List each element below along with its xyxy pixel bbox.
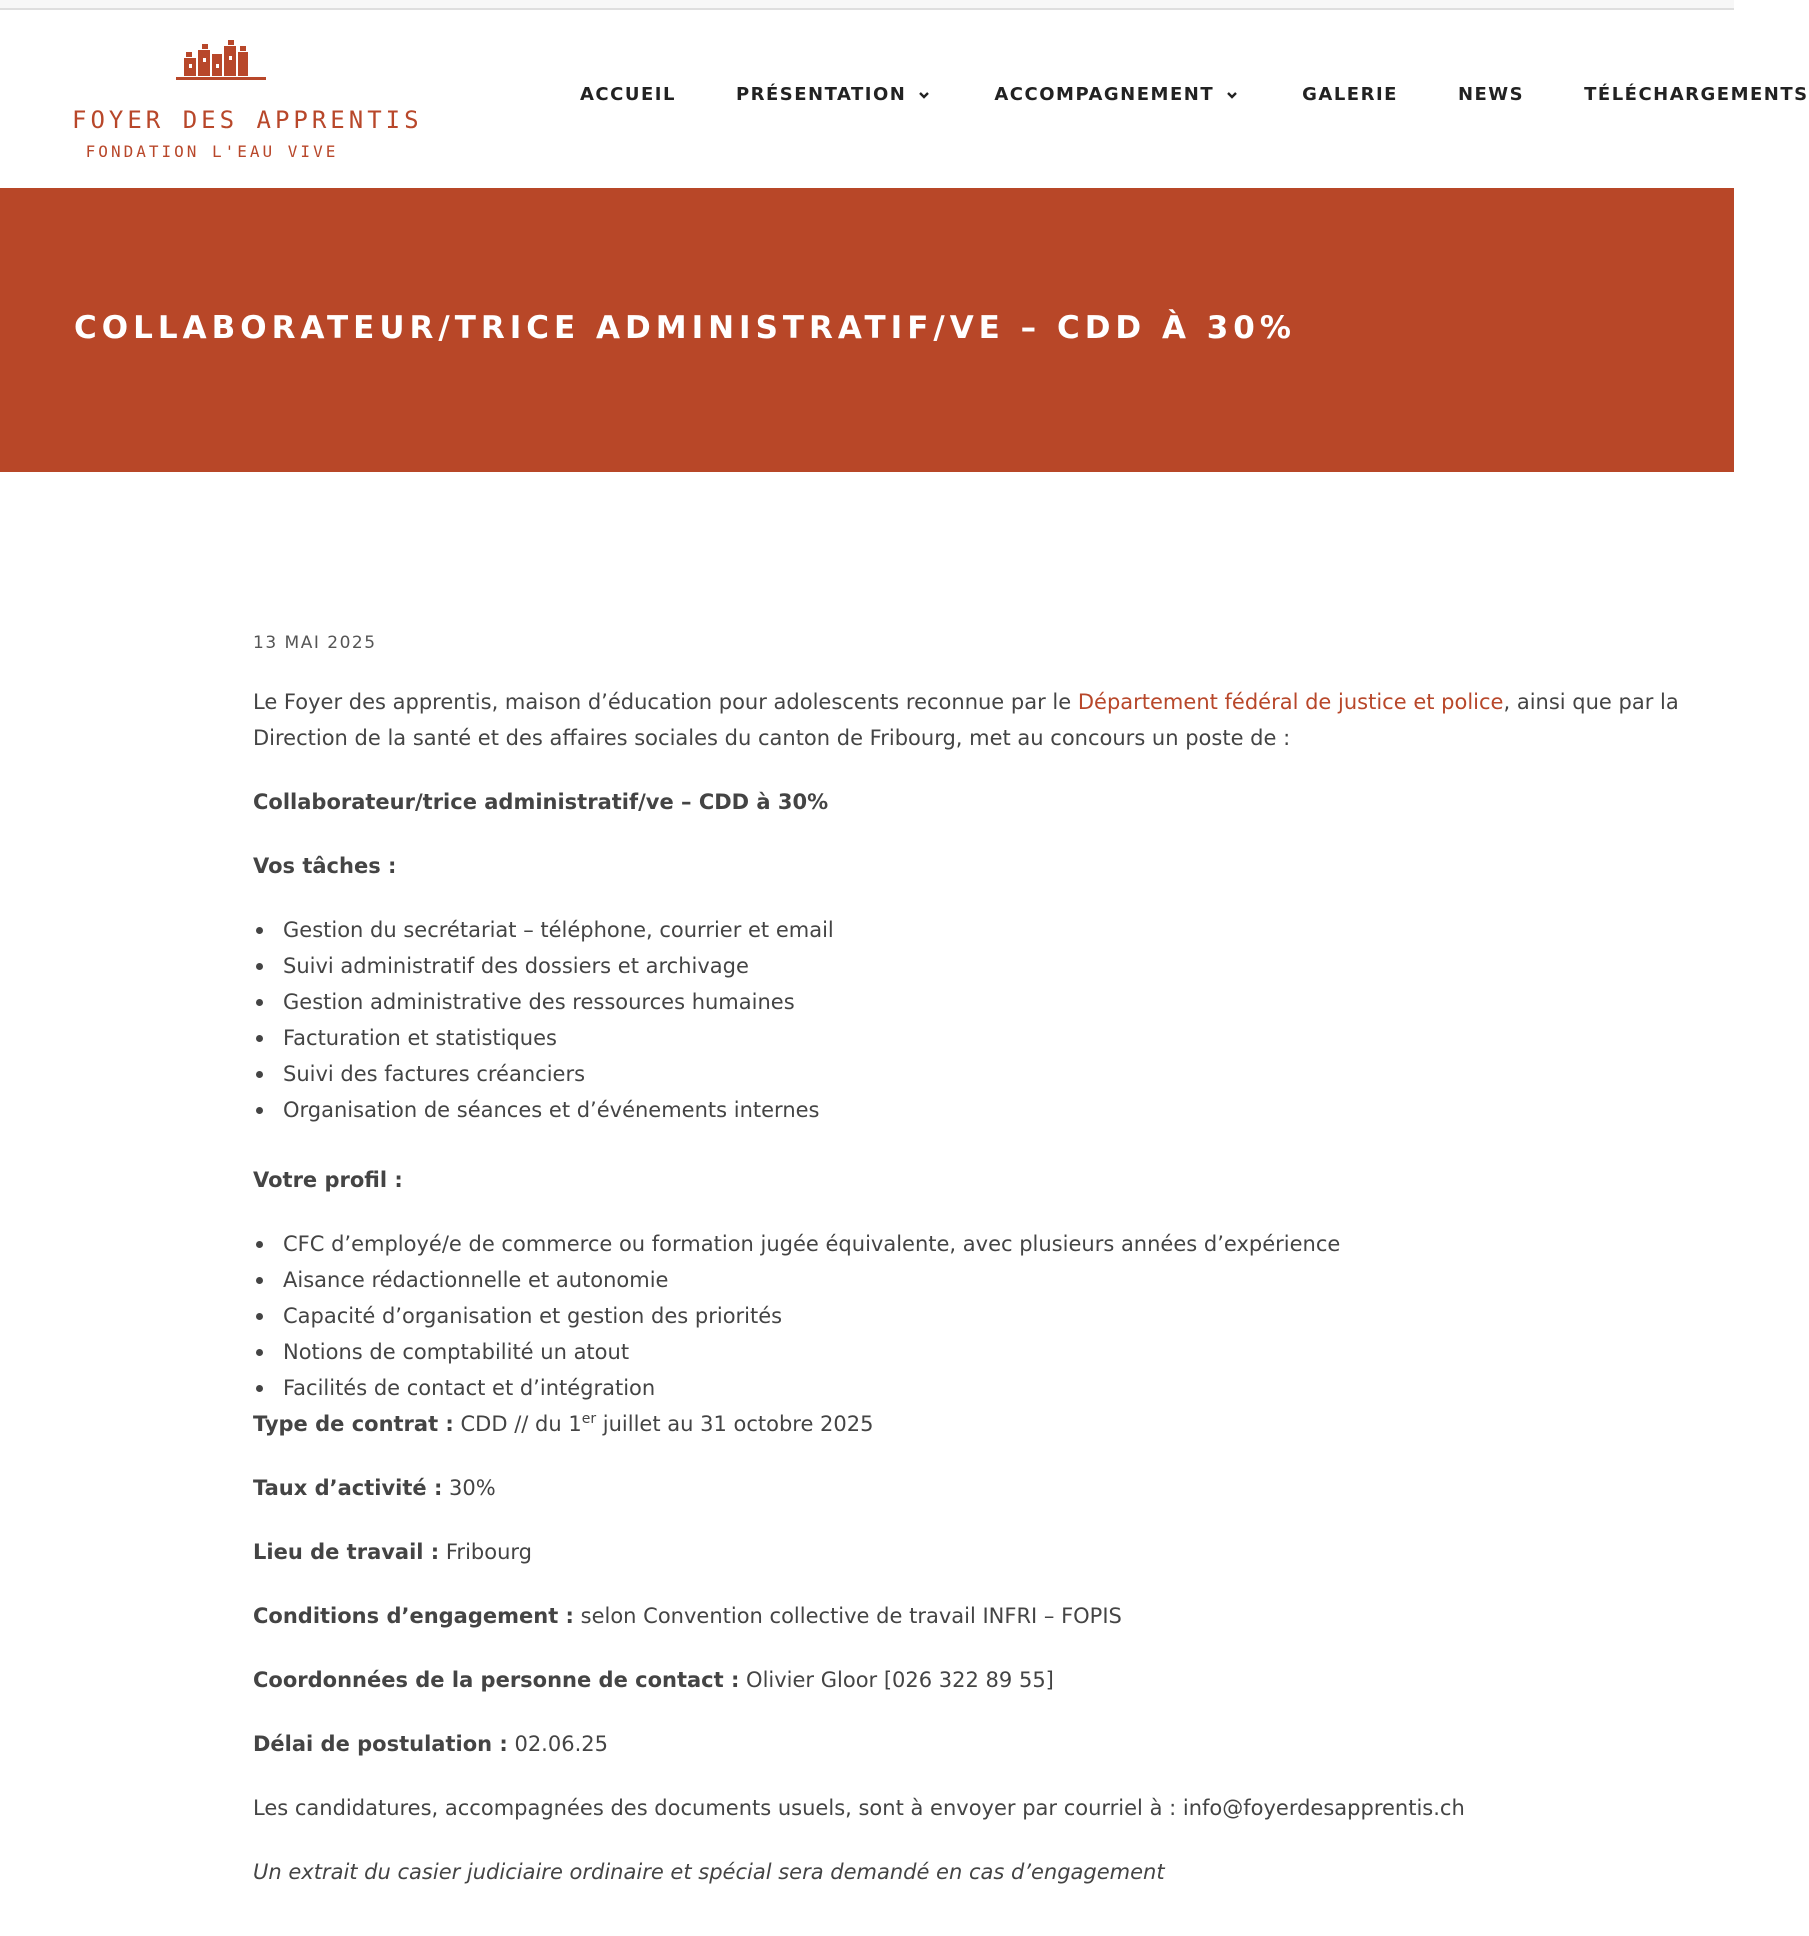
- browser-top-border: [0, 0, 1734, 10]
- list-item: Aisance rédactionnelle et autonomie: [253, 1262, 1693, 1298]
- castle-logo-icon: [72, 36, 352, 100]
- intro-text-before: Le Foyer des apprentis, maison d’éducation pour adolescents reconnue par le: [253, 690, 1078, 714]
- conditions-value: selon Convention collective de travail INFRI – FOPIS: [573, 1604, 1122, 1628]
- nav-label: TÉLÉCHARGEMENTS: [1584, 84, 1809, 105]
- list-item: Suivi administratif des dossiers et archivage: [253, 948, 1693, 984]
- chevron-down-icon: [1226, 89, 1238, 101]
- contract-paragraph: [253, 1406, 1693, 1442]
- nav-item-telechargements[interactable]: [1584, 84, 1809, 105]
- nav-label: GALERIE: [1302, 84, 1398, 105]
- contract-value-after: juillet au 31 octobre 2025: [596, 1412, 874, 1436]
- contact-value: Olivier Gloor [026 322 89 55]: [739, 1668, 1054, 1692]
- list-item: Organisation de séances et d’événements internes: [253, 1092, 1693, 1128]
- intro-text-after: , ainsi que par la Direction de la santé et des affaires sociales du canton de Fribourg, met au concours un poste de :: [253, 690, 1679, 750]
- nav-label: ACCUEIL: [580, 84, 676, 105]
- conditions-label: Conditions d’engagement :: [253, 1604, 574, 1628]
- contract-sup: er: [581, 1411, 597, 1427]
- profile-heading: Votre profil :: [253, 1168, 403, 1192]
- place-paragraph: [253, 1534, 1693, 1570]
- list-item: CFC d’employé/e de commerce ou formation jugée équivalente, avec plusieurs années d’expérience: [253, 1226, 1693, 1262]
- nav-item-galerie[interactable]: [1302, 84, 1398, 105]
- logo-title: FOYER DES APPRENTIS: [72, 106, 423, 134]
- nav-label: ACCOMPAGNEMENT: [994, 84, 1215, 105]
- rate-label: Taux d’activité :: [253, 1476, 443, 1500]
- profile-list: [253, 1226, 1693, 1406]
- main-navigation: [580, 84, 1809, 124]
- profile-heading-paragraph: [253, 1162, 1693, 1198]
- site-header: [0, 10, 1809, 188]
- job-title-paragraph: [253, 784, 1693, 820]
- contact-paragraph: [253, 1662, 1693, 1698]
- criminal-record-note: Un extrait du casier judiciaire ordinaire et spécial sera demandé en cas d’engagement: [253, 1860, 1165, 1884]
- post-content: [253, 630, 1693, 1890]
- list-item: Gestion administrative des ressources humaines: [253, 984, 1693, 1020]
- nav-item-accompagnement[interactable]: [994, 84, 1238, 105]
- rate-value: 30%: [442, 1476, 496, 1500]
- intro-paragraph: [253, 684, 1693, 756]
- deadline-value: 02.06.25: [507, 1732, 608, 1756]
- page-title: COLLABORATEUR/TRICE ADMINISTRATIF/VE – CDD À 30%: [74, 310, 1296, 346]
- rate-paragraph: [253, 1470, 1693, 1506]
- deadline-paragraph: [253, 1726, 1693, 1762]
- deadline-label: Délai de postulation :: [253, 1732, 508, 1756]
- nav-item-accueil[interactable]: [580, 84, 676, 105]
- site-logo[interactable]: [72, 36, 423, 171]
- dfjp-link[interactable]: Département fédéral de justice et police: [1077, 690, 1504, 714]
- contract-label: Type de contrat :: [253, 1412, 454, 1436]
- tasks-heading: Vos tâches :: [253, 854, 397, 878]
- list-item: Capacité d’organisation et gestion des priorités: [253, 1298, 1693, 1334]
- logo-subtitle: FONDATION L'EAU VIVE: [85, 142, 339, 161]
- post-date: 13 MAI 2025: [253, 633, 377, 653]
- nav-label: PRÉSENTATION: [735, 84, 907, 105]
- list-item: Gestion du secrétariat – téléphone, courrier et email: [253, 912, 1693, 948]
- nav-item-presentation[interactable]: [736, 84, 930, 105]
- list-item: Notions de comptabilité un atout: [253, 1334, 1693, 1370]
- list-item: Suivi des factures créanciers: [253, 1056, 1693, 1092]
- nav-item-news[interactable]: [1458, 84, 1524, 105]
- apply-paragraph: Les candidatures, accompagnées des documents usuels, sont à envoyer par courriel à : info@foyerdesapprentis.ch: [253, 1796, 1465, 1820]
- list-item: Facilités de contact et d’intégration: [253, 1370, 1693, 1406]
- tasks-list: [253, 912, 1693, 1128]
- chevron-down-icon: [918, 89, 930, 101]
- place-value: Fribourg: [439, 1540, 532, 1564]
- place-label: Lieu de travail :: [253, 1540, 440, 1564]
- list-item: Facturation et statistiques: [253, 1020, 1693, 1056]
- conditions-paragraph: [253, 1598, 1693, 1634]
- job-title: Collaborateur/trice administratif/ve – CDD à 30%: [253, 790, 829, 814]
- page-title-banner: [0, 188, 1734, 472]
- nav-label: NEWS: [1457, 84, 1525, 105]
- contact-label: Coordonnées de la personne de contact :: [253, 1668, 740, 1692]
- contract-value-before: CDD // du 1: [453, 1412, 582, 1436]
- tasks-heading-paragraph: [253, 848, 1693, 884]
